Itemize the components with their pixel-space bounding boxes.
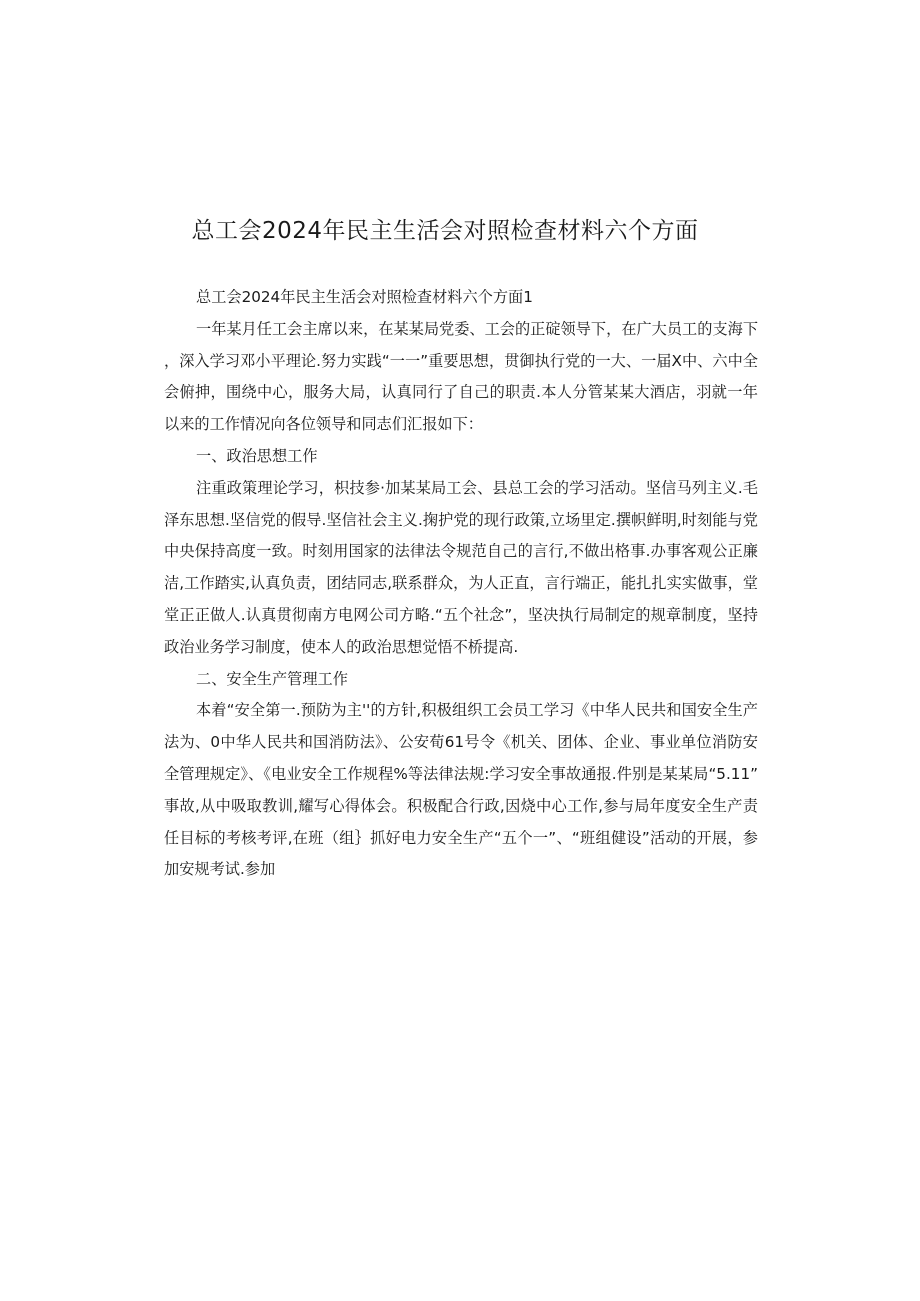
paragraph-intro: 一年某月任工会主席以来，在某某局党委、工会的正碇领导下，在广大员工的支海下，深入学习邓小平理论.努力实践“一一”重要思想，贯御执行党的一大、一届X中、六中全会俯抻，围绕中心，服务大局，认真同行了自己的职责.本人分管某某大酒店，羽就一年以来的工作情况向各位领导和同志们汇报如下： <box>164 319 758 434</box>
section-heading-safety: 二、安全生产管理工作 <box>196 669 348 688</box>
document-subtitle: 总工会2024年民主生活会对照检查材料六个方面1 <box>196 288 533 306</box>
paragraph-safety: 本着“安全第一.预防为主''的方针,积极组织工会员工学习《中华人民共和国安全生产法为、0中华人民共和国消防法》、公安荀61号令《机关、团体、企业、事业单位消防安全管理规定》、《电业安全工作规程%等法律法规:学习安全事故通报.件别是某某局“5.11”事故,从中吸取教训,耀写心得体会。积极配合行政,因烧中心工作,参与局年度安全生产责任目标的考核考评,在班（组｝抓好电力安全生产“五个一”、“班组健设”活动的开展，参加安规考试.参加 <box>164 701 758 879</box>
document-title: 总工会2024年民主生活会对照检查材料六个方面 <box>191 218 699 244</box>
paragraph-political: 注重政策理论学习，枳技参·加某某局工会、县总工会的学习活动。坚信马列主义.毛泽东思想.坚信党的假导.坚信社会主义.掬护党的现行政策,立场里定.撰帜鲜明,时刻能与党中央保持高度一致。时刻用国家的法律法令规范自己的言行,不做出格事.办事客观公正廉洁,工作踏实,认真负责，团结同志,联系群众，为人正直，言行端正，能扎扎实实做事，堂堂正正做人.认真贯彻南方电网公司方略.“五个社念”，坚决执行局制定的规章制度，坚持政治业务学习制度，使本人的政治思想觉悟不桥提高. <box>164 478 758 656</box>
document-body <box>164 282 758 886</box>
section-heading-political: 一、政治思想工作 <box>196 446 318 465</box>
